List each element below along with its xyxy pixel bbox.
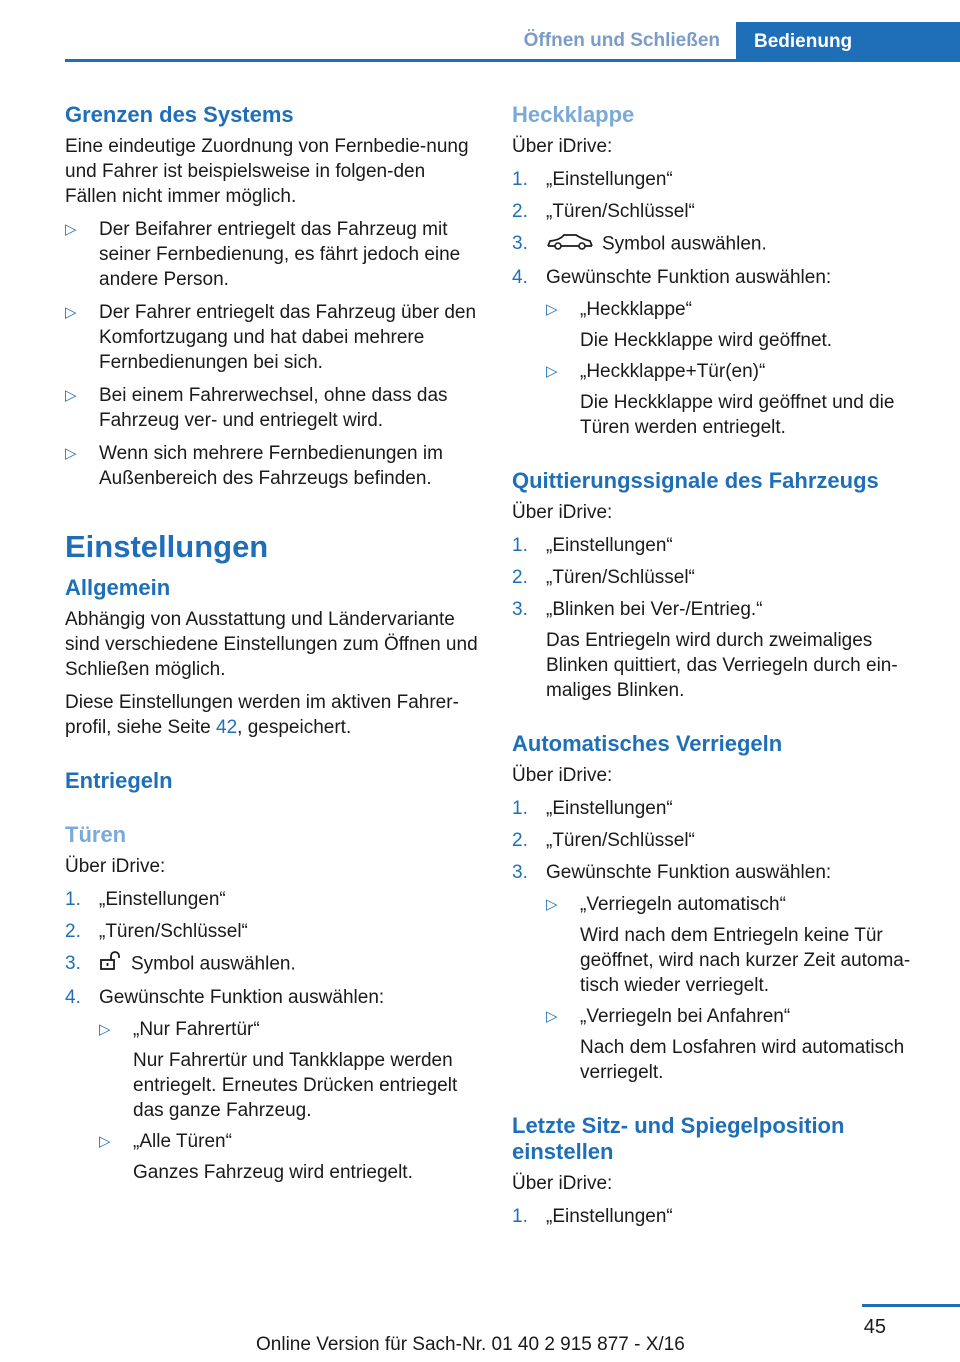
list-item: 1. „Einstellungen“ [65,889,226,910]
allgemein-text-2: Diese Einstellungen werden im aktiven Fahrer-profil, siehe Seite 42, gespeichert. [65,692,459,738]
list-item: ▷ „Heckklappe+Tür(en)“ Die Heckklappe wird geöffnet und die Türen werden entriegelt. [546,361,895,438]
grenzen-list [65,217,480,491]
heckklappe-intro: Über iDrive: [512,136,613,157]
heading-tueren: Türen [65,822,127,847]
header-rule [65,59,960,62]
heading-allgemein: Allgemein [65,575,171,600]
list-item: 1. „Einstellungen“ [512,1206,673,1227]
heading-quittierung: Quittierungssignale des Fahrzeugs [512,468,879,493]
sitz-steps [512,1204,932,1229]
heading-grenzen: Grenzen des Systems [65,102,294,127]
list-item: ▷ Bei einem Fahrerwechsel, ohne dass das Fahrzeug ver- und entriegelt wird. [65,385,448,431]
bullet-marker: ▷ [65,387,77,404]
heading-einstellungen: Einstellungen [65,529,269,564]
page-number: 45 [863,1316,886,1338]
tueren-options [99,1017,480,1185]
tueren-steps [65,887,480,1185]
list-item: 2. „Türen/Schlüssel“ [65,921,248,942]
bullet-marker: ▷ [99,1133,111,1150]
quittierung-intro: Über iDrive: [512,502,613,523]
unlock-icon [99,951,123,978]
header-tab: Bedienung [736,22,960,62]
list-item: 4. Gewünschte Funktion auswählen: ▷ „Heckklappe“ Die Heckklappe wird geöffnet. ▷ „Heckklappe+Tür(en)“ Die Heckklappe wird geöffnet und die Türen werden entriegelt. [512,265,932,440]
list-item: 2. „Türen/Schlüssel“ [512,567,695,588]
page-link[interactable]: 42 [216,717,238,738]
list-item: ▷ „Alle Türen“ Ganzes Fahrzeug wird entriegelt. [99,1131,413,1183]
right-column [512,102,932,1236]
heckklappe-steps [512,167,932,440]
list-item: 2. „Türen/Schlüssel“ [512,201,695,222]
tueren-intro: Über iDrive: [65,856,166,877]
bullet-marker: ▷ [546,301,558,318]
list-item: ▷ „Verriegeln automatisch“ Wird nach dem Entriegeln keine Tür geöffnet, wird nach kurzer Zeit automa-tisch wieder verriegelt. [546,894,911,996]
bullet-marker: ▷ [546,896,558,913]
page-header [0,0,960,62]
bullet-marker: ▷ [546,1008,558,1025]
list-item: 3. „Blinken bei Ver-/Entrieg.“ Das Entriegeln wird durch zweimaliges Blinken quittiert, das Verriegeln durch ein-maliges Blinken. [512,599,898,701]
bullet-marker: ▷ [65,445,77,462]
auto-intro: Über iDrive: [512,765,613,786]
list-item: 1. „Einstellungen“ [512,798,673,819]
heading-auto-verriegeln: Automatisches Verriegeln [512,731,783,756]
list-item: ▷ Wenn sich mehrere Fernbedienungen im Außenbereich des Fahrzeugs befinden. [65,443,443,489]
list-item: ▷ Der Fahrer entriegelt das Fahrzeug über den Komfortzugang und hat dabei mehrere Fernbedienungen bei sich. [65,302,477,373]
bullet-marker: ▷ [99,1021,111,1038]
left-column [65,102,480,1192]
grenzen-text: Eine eindeutige Zuordnung von Fernbedie-nung und Fahrer ist beispielsweise in folgen-den Fällen nicht immer möglich. [65,136,469,207]
heading-heckklappe: Heckklappe [512,102,635,127]
heading-sitzposition: Letzte Sitz- und Spiegelposition einstellen [512,1113,845,1164]
car-icon [546,231,594,258]
list-item: 1. „Einstellungen“ [512,169,673,190]
list-item: 3. Symbol auswählen. [65,951,480,978]
footer-rule [862,1304,960,1307]
bullet-marker: ▷ [65,221,77,238]
header-section: Öffnen und Schließen [523,30,720,51]
heckklappe-options [546,297,932,440]
list-item: ▷ „Heckklappe“ Die Heckklappe wird geöffnet. [546,299,833,351]
allgemein-text-1: Abhängig von Ausstattung und Ländervariante sind verschiedene Einstellungen zum Öffnen und Schließen möglich. [65,609,478,680]
list-item: 3. Gewünschte Funktion auswählen: ▷ „Verriegeln automatisch“ Wird nach dem Entriegeln keine Tür geöffnet, wird nach kurzer Zeit automa-tisch wieder verriegelt. ▷ „Verriegeln bei Anfahren“ Nach dem Losfahren wird automatisch verriegelt. [512,860,932,1085]
footer-online-version: Online Version für Sach-Nr. 01 40 2 915 877 - X/16 [256,1334,685,1355]
list-item: ▷ Der Beifahrer entriegelt das Fahrzeug mit seiner Fernbedienung, es fährt jedoch eine andere Person. [65,219,461,290]
list-item: ▷ „Verriegeln bei Anfahren“ Nach dem Losfahren wird automatisch verriegelt. [546,1006,905,1083]
list-item: 1. „Einstellungen“ [512,535,673,556]
auto-steps [512,796,932,1085]
list-item: ▷ „Nur Fahrertür“ Nur Fahrertür und Tankklappe werden entriegelt. Erneutes Drücken entriegelt das ganze Fahrzeug. [99,1019,458,1121]
quittierung-steps [512,533,932,703]
list-item: 3. Symbol auswählen. [512,231,932,258]
auto-options [546,892,932,1085]
list-item: 2. „Türen/Schlüssel“ [512,830,695,851]
sitz-intro: Über iDrive: [512,1173,613,1194]
heading-entriegeln: Entriegeln [65,768,173,793]
bullet-marker: ▷ [65,304,77,321]
list-item: 4. Gewünschte Funktion auswählen: ▷ „Nur Fahrertür“ Nur Fahrertür und Tankklappe werden entriegelt. Erneutes Drücken entriegelt das ganze Fahrzeug. ▷ „Alle Türen“ Ganzes Fahrzeug wird entriegelt. [65,985,480,1185]
bullet-marker: ▷ [546,363,558,380]
